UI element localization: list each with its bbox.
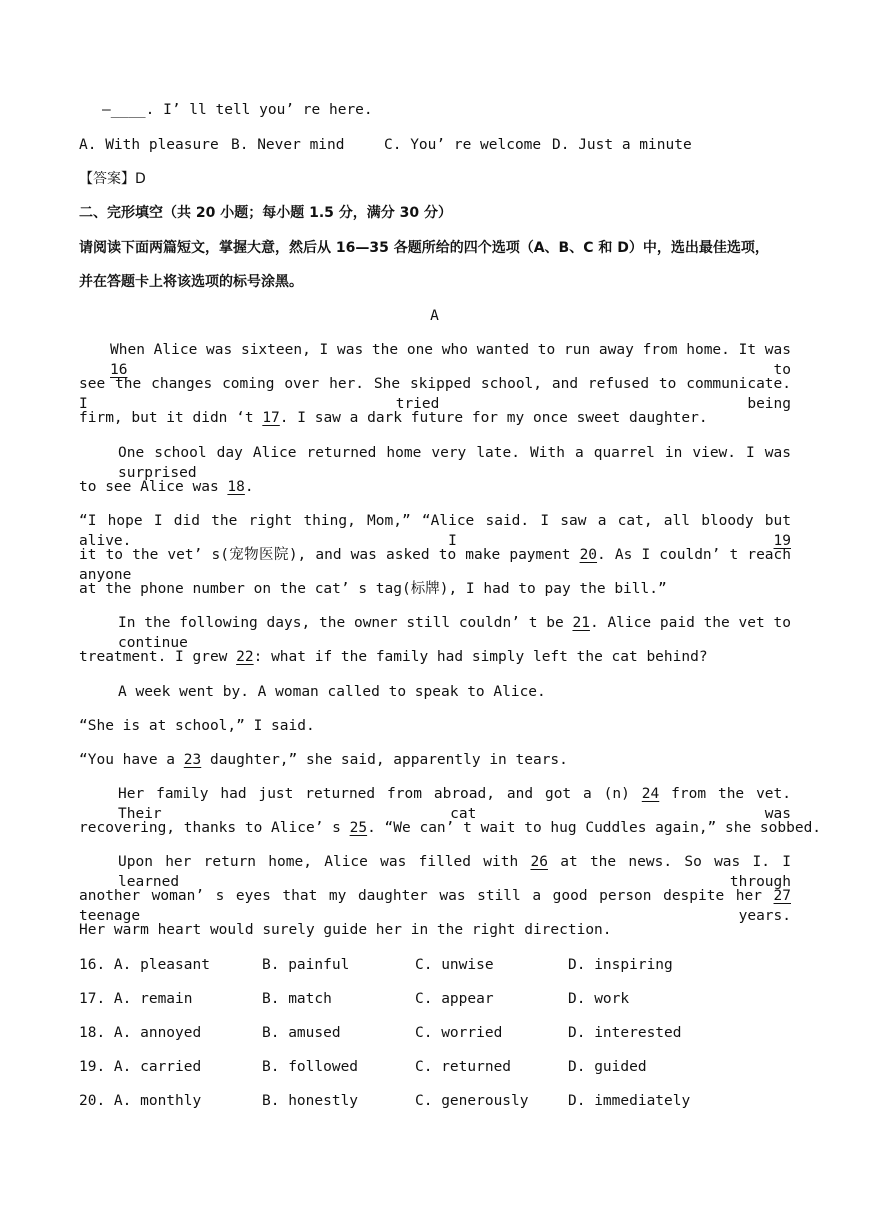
q19-option-d: D. guided <box>568 1059 647 1075</box>
passage-label: A <box>430 308 439 324</box>
q20-option-b: B. honestly <box>262 1093 359 1109</box>
blank-18: 18 <box>227 479 245 495</box>
q16-option-a: 16. A. pleasant <box>79 957 210 973</box>
q17-option-b: B. match <box>262 991 332 1007</box>
q15-option-a: A. With pleasure <box>79 137 219 153</box>
p4-line-2: treatment. I grew 22: what if the family had simply left the cat behind? <box>79 649 708 665</box>
q17-option-a: 17. A. remain <box>79 991 193 1007</box>
q16-option-b: B. painful <box>262 957 350 973</box>
q18-option-b: B. amused <box>262 1025 341 1041</box>
p1-line-2: see the changes coming over her. She skipped school, and refused to communicate. I tried being <box>79 376 791 412</box>
q20-option-a: 20. A. monthly <box>79 1093 202 1109</box>
p5-line-3: “You have a 23 daughter,” she said, apparently in tears. <box>79 752 568 768</box>
blank-23: 23 <box>183 752 202 768</box>
p6-line-1: Her family had just returned from abroad, and got a (n) 24 from the vet. Their cat was <box>118 786 791 822</box>
p3-line-1: “I hope I did the right thing, Mom,” “Alice said. I saw a cat, all bloody but alive. I 19 <box>79 513 791 549</box>
p6-line-2: recovering, thanks to Alice’ s 25. “We can’ t wait to hug Cuddles again,” she sobbed. <box>79 820 822 836</box>
q15-prompt <box>102 100 814 120</box>
q16-option-d: D. inspiring <box>568 957 673 973</box>
p4-line-1: In the following days, the owner still couldn’ t be 21. Alice paid the vet to continue <box>118 615 791 651</box>
q19-option-b: B. followed <box>262 1059 359 1075</box>
q16-option-c: C. unwise <box>415 957 494 973</box>
p5-line-1: A week went by. A woman called to speak to Alice. <box>118 684 546 700</box>
q15-option-d: D. Just a minute <box>552 137 692 153</box>
blank-19: 19 <box>773 533 791 549</box>
p2-line-1: One school day Alice returned home very late. With a quarrel in view. I was surprised <box>118 445 791 481</box>
p3-line-2: it to the vet’ s(宠物医院), and was asked to make payment 20. As I couldn’ t reach anyone <box>79 547 791 583</box>
p7-line-2: another woman’ s eyes that my daughter was still a good person despite her 27 teenage years. <box>79 888 791 924</box>
q18-option-a: 18. A. annoyed <box>79 1025 202 1041</box>
blank-20: 20 <box>579 547 598 563</box>
blank-24: 24 <box>641 786 660 802</box>
q18-option-d: D. interested <box>568 1025 682 1041</box>
p7-line-1: Upon her return home, Alice was filled with 26 at the news. So was I. I learned through <box>118 854 791 890</box>
q15-blank: ____ <box>110 102 146 118</box>
p1-line-1: When Alice was sixteen, I was the one who wanted to run away from home. It was 16 to <box>110 342 791 378</box>
section-instruction-1: 请阅读下面两篇短文，掌握大意，然后从 16—35 各题所给的四个选项（A、B、C 和 D）中，选出最佳选项， <box>79 240 769 256</box>
q18-option-c: C. worried <box>415 1025 503 1041</box>
q19-option-c: C. returned <box>415 1059 512 1075</box>
blank-25: 25 <box>349 820 368 836</box>
section-title: 二、完形填空（共 20 小题；每小题 1.5 分，满分 30 分） <box>79 205 453 221</box>
q19-option-a: 19. A. carried <box>79 1059 202 1075</box>
blank-17: 17 <box>262 410 280 426</box>
section-instruction-2: 并在答题卡上将该选项的标号涂黑。 <box>79 274 303 290</box>
q17-option-d: D. work <box>568 991 630 1007</box>
q20-option-d: D. immediately <box>568 1093 691 1109</box>
q15-answer: 【答案】D <box>79 171 146 187</box>
q17-option-c: C. appear <box>415 991 494 1007</box>
p2-line-2: to see Alice was 18. <box>79 479 254 495</box>
p5-line-2: “She is at school,” I said. <box>79 718 315 734</box>
p1-line-3: firm, but it didn ‘t 17. I saw a dark future for my once sweet daughter. <box>79 410 708 426</box>
q20-option-c: C. generously <box>415 1093 529 1109</box>
blank-22: 22 <box>236 649 254 665</box>
blank-16: 16 <box>110 362 128 378</box>
blank-21: 21 <box>572 615 590 631</box>
q15-dash: — <box>102 102 111 118</box>
q15-prompt-text: . I’ ll tell you’ re here. <box>145 102 373 118</box>
p7-line-3: Her warm heart would surely guide her in the right direction. <box>79 922 612 938</box>
p3-line-3: at the phone number on the cat’ s tag(标牌), I had to pay the bill.” <box>79 581 667 597</box>
q15-option-b: B. Never mind <box>231 137 345 153</box>
blank-27: 27 <box>773 888 791 904</box>
q15-option-c: C. You’ re welcome <box>384 137 542 153</box>
blank-26: 26 <box>530 854 548 870</box>
